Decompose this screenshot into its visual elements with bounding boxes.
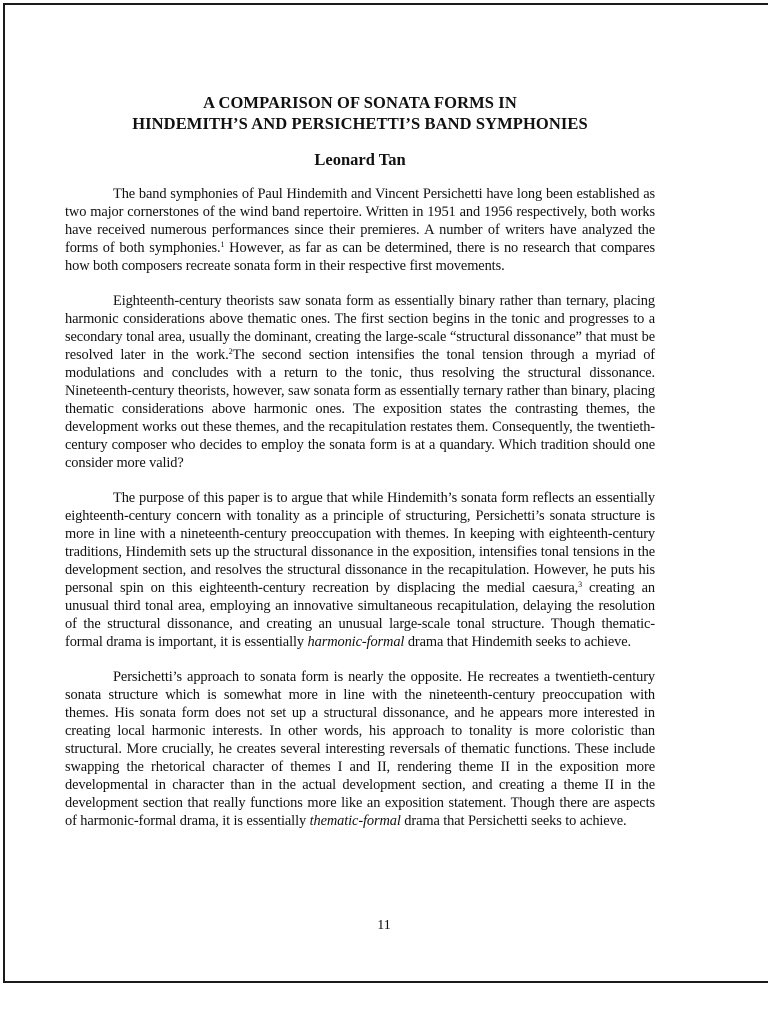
paragraph-3 [65, 489, 655, 651]
paragraph-4-emphasis: thematic-formal [309, 813, 401, 829]
paragraph-2-text-b: The second section intensifies the tonal tension through a myriad of modulations and concludes with a return to the tonic, thus resolving the structural dissonance. Nineteenth-century theorists, however, saw sonata form as essentially ternary rather than binary, placing thematic considerations above harmonic ones. The exposition states the contrasting themes, the development works out these themes, and the recapitulation restates them. Consequently, the twentieth-century composer who decides to employ the sonata form is at a quandary. Which tradition should one consider more valid? [65, 347, 655, 471]
article-content [65, 92, 655, 847]
article-title [65, 92, 655, 134]
paragraph-1 [65, 185, 655, 275]
title-line-2: HINDEMITH’S AND PERSICHETTI’S BAND SYMPHONIES [132, 114, 588, 133]
paragraph-3-emphasis: harmonic-formal [307, 634, 405, 650]
paragraph-2-text-a: Eighteenth-century theorists saw sonata form as essentially binary rather than ternary, placing harmonic considerations above thematic ones. The first section begins in the tonic and progresses to a secondary tonal area, usually the dominant, creating the large-scale “structural dissonance” that must be resolved later in the work. [65, 293, 655, 363]
title-line-1: A COMPARISON OF SONATA FORMS IN [203, 93, 517, 112]
paragraph-3-text-a: The purpose of this paper is to argue that while Hindemith’s sonata form reflects an essentially eighteenth-century concern with tonality as a principle of structuring, Persichetti’s sonata structure is more in line with a nineteenth-century preoccupation with themes. In keeping with eighteenth-century traditions, Hindemith sets up the structural dissonance in the exposition, intensifies tonal tensions in the development section, and resolves the structural dissonance in the recapitulation. However, he puts his personal spin on this eighteenth-century recreation by displacing the medial caesura, [65, 490, 655, 596]
paragraph-4 [65, 668, 655, 830]
paragraph-3-text-c: drama that Hindemith seeks to achieve. [404, 634, 632, 650]
paragraph-1-text-a: The band symphonies of Paul Hindemith and Vincent Persichetti have long been established as two major cornerstones of the wind band repertoire. Written in 1951 and 1956 respectively, both works have received numerous performances since their premieres. A number of writers have analyzed the forms of both symphonies. [65, 186, 655, 256]
author-name: Leonard Tan [314, 150, 406, 169]
paragraph-4-text-b: drama that Persichetti seeks to achieve. [400, 813, 627, 829]
footnote-ref-3: 3 [578, 580, 583, 589]
article-body [65, 185, 655, 830]
paragraph-3-text-b: creating an unusual third tonal area, employing an innovative simultaneous recapitulation, delaying the resolution of the structural dissonance, and creating an unusual large-scale tonal structure. Though thematic-formal drama is important, it is essentially [65, 580, 655, 650]
paragraph-1-text-b: However, as far as can be determined, there is no research that compares how both composers recreate sonata form in their respective first movements. [65, 240, 655, 274]
page-number: 11 [377, 918, 391, 933]
paragraph-2 [65, 292, 655, 472]
footnote-ref-2: 2 [228, 347, 233, 356]
footnote-ref-1: 1 [220, 240, 225, 249]
paragraph-4-text-a: Persichetti’s approach to sonata form is nearly the opposite. He recreates a twentieth-century sonata structure which is somewhat more in line with the nineteenth-century preoccupation with themes. His sonata form does not set up a structural dissonance, and he appears more interested in creating local harmonic interests. In other words, his approach to tonality is more coloristic than structural. More crucially, he creates several interesting reversals of thematic functions. These include swapping the rhetorical character of themes I and II, rendering theme II in the exposition more developmental in character than in the actual development section, and creating a theme II in the development section that really functions more like an exposition statement. Though there are aspects of harmonic-formal drama, it is essentially [65, 669, 655, 829]
